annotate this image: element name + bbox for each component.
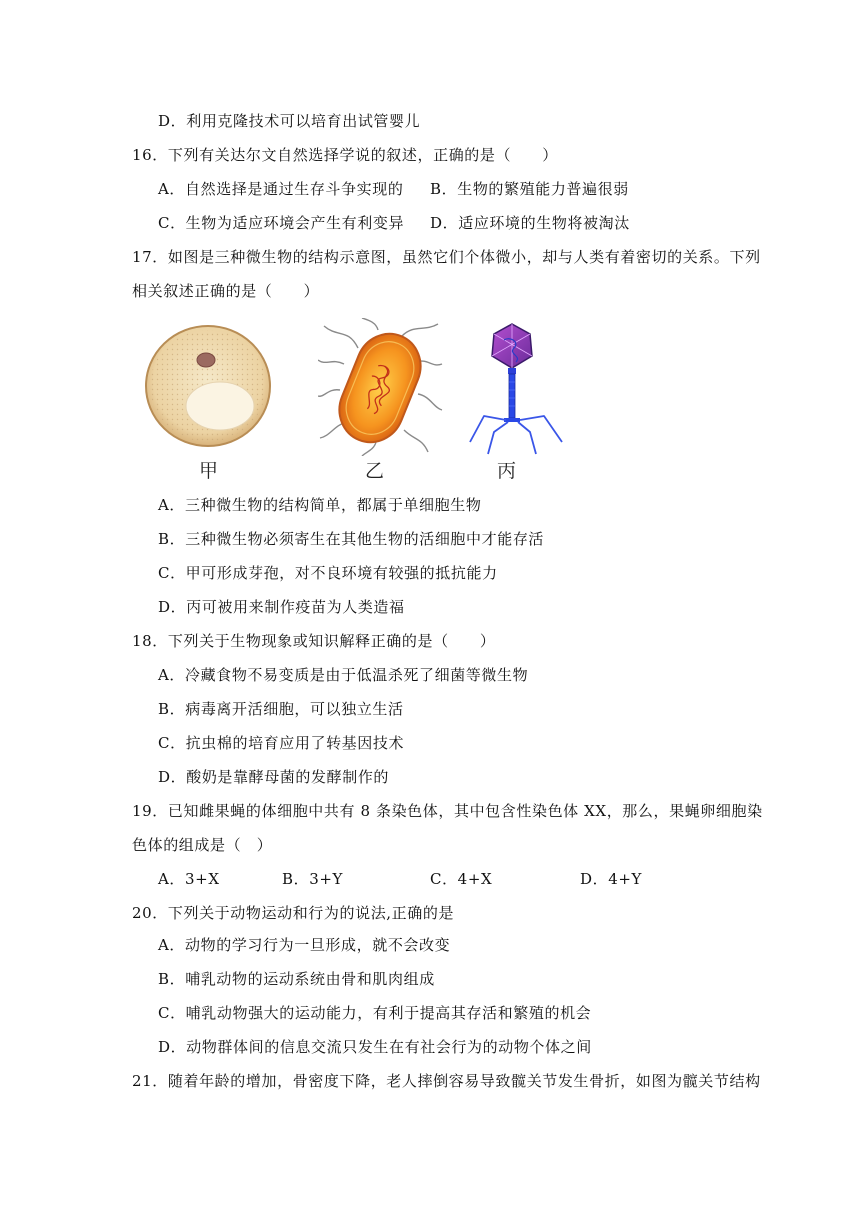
- q15-option-d: D．利用克隆技术可以培育出试管婴儿: [158, 112, 421, 130]
- q18-option-a: A．冷藏食物不易变质是由于低温杀死了细菌等微生物: [158, 666, 529, 684]
- q16-option-b: B．生物的繁殖能力普遍很弱: [430, 180, 629, 198]
- q18-option-b: B．病毒离开活细胞，可以独立生活: [158, 700, 404, 718]
- q20-option-a: A．动物的学习行为一旦形成，就不会改变: [158, 936, 451, 954]
- q19-option-b: B．3+Y: [282, 870, 344, 888]
- q19-option-a: A．3+X: [158, 870, 220, 888]
- q17-stem-line2: 相关叙述正确的是（ ）: [132, 282, 320, 300]
- q17-option-d: D．丙可被用来制作疫苗为人类造福: [158, 598, 405, 616]
- q18-option-d: D．酸奶是靠酵母菌的发酵制作的: [158, 768, 390, 786]
- microbe-yi-figure: [318, 318, 444, 456]
- microbe-bing-figure: [464, 322, 568, 456]
- q19-option-c: C．4+X: [430, 870, 493, 888]
- figure-label-bing: 丙: [497, 460, 517, 482]
- q16-option-a: A．自然选择是通过生存斗争实现的: [158, 180, 404, 198]
- q16-stem: 16．下列有关达尔文自然选择学说的叙述，正确的是（ ）: [132, 146, 558, 164]
- q19-stem-line1: 19．已知雌果蝇的体细胞中共有 8 条染色体，其中包含性染色体 XX，那么，果蝇卵细胞染: [132, 802, 763, 820]
- microbe-jia-figure: [140, 322, 276, 452]
- q20-option-c: C．哺乳动物强大的运动能力，有利于提高其存活和繁殖的机会: [158, 1004, 592, 1022]
- figure-label-yi: 乙: [365, 460, 385, 482]
- q17-option-b: B．三种微生物必须寄生在其他生物的活细胞中才能存活: [158, 530, 545, 548]
- q21-stem-line1: 21．随着年龄的增加，骨密度下降，老人摔倒容易导致髋关节发生骨折，如图为髋关节结构: [132, 1072, 761, 1090]
- q20-option-d: D．动物群体间的信息交流只发生在有社会行为的动物个体之间: [158, 1038, 592, 1056]
- q16-option-c: C．生物为适应环境会产生有利变异: [158, 214, 405, 232]
- q18-option-c: C．抗虫棉的培育应用了转基因技术: [158, 734, 405, 752]
- q17-option-a: A．三种微生物的结构简单，都属于单细胞生物: [158, 496, 482, 514]
- figure-label-jia: 甲: [199, 460, 219, 482]
- q16-option-d: D．适应环境的生物将被淘汰: [430, 214, 630, 232]
- q17-option-c: C．甲可形成芽孢，对不良环境有较强的抵抗能力: [158, 564, 498, 582]
- q19-stem-line2: 色体的组成是（ ）: [132, 836, 273, 854]
- q19-option-d: D．4+Y: [580, 870, 643, 888]
- q18-stem: 18．下列关于生物现象或知识解释正确的是（ ）: [132, 632, 496, 650]
- q17-stem-line1: 17．如图是三种微生物的结构示意图，虽然它们个体微小，却与人类有着密切的关系。下列: [132, 248, 761, 266]
- q20-stem: 20．下列关于动物运动和行为的说法,正确的是: [132, 904, 455, 922]
- q20-option-b: B．哺乳动物的运动系统由骨和肌肉组成: [158, 970, 435, 988]
